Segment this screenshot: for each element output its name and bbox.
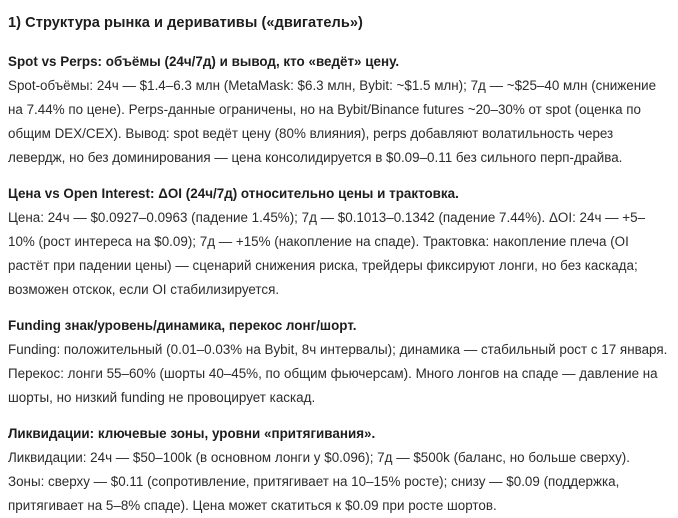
section-heading: Funding знак/уровень/динамика, перекос лонг/шорт. [8, 318, 357, 333]
section-body: Ликвидации: 24ч — $50–100k (в основном лонги у $0.096); 7д — $500k (баланс, но больше сверху). Зоны: сверху — $0.11 (сопротивление, притягивает на 10–15% росте); снизу — $0.09 (поддержка, притягивает на 5–8% спаде). Цена может скатиться к $0.09 при росте шортов. [8, 450, 630, 513]
section-heading: Цена vs Open Interest: ΔOI (24ч/7д) относительно цены и трактовка. [8, 186, 459, 201]
section-heading: Ликвидации: ключевые зоны, уровни «притягивания». [8, 426, 376, 441]
section-body: Funding: положительный (0.01–0.03% на Bybit, 8ч интервалы); динамика — стабильный рост с 17 января. Перекос: лонги 55–60% (шорты 40–45%, по общим фьючерсам). Много лонгов на спаде — давление на шорты, но низкий funding не провоцирует каскад. [8, 342, 668, 405]
section-body: Spot-объёмы: 24ч — $1.4–6.3 млн (MetaMask: $6.3 млн, Bybit: ~$1.5 млн); 7д — ~$25–40 млн (снижение на 7.44% по цене). Perps-данные ограничены, но на Bybit/Binance futures ~20–30% от spot (оценка по общим DEX/CEX). Вывод: spot ведёт цену (80% влияния), perps добавляют волатильность через левердж, но без доминирования — цена консолидируется в $0.09–0.11 без сильного перп-драйва. [8, 78, 657, 165]
section-spot-vs-perps [8, 50, 670, 170]
section-liquidations [8, 422, 670, 518]
page-title: 1) Структура рынка и деривативы («двигатель») [8, 15, 363, 31]
title-spacer [8, 40, 670, 50]
section-price-vs-open-interest [8, 182, 670, 302]
section-heading: Spot vs Perps: объёмы (24ч/7д) и вывод, кто «ведёт» цену. [8, 54, 400, 69]
section-funding [8, 314, 670, 410]
section-body: Цена: 24ч — $0.0927–0.0963 (падение 1.45%); 7д — $0.1013–0.1342 (падение 7.44%). ΔOI: 24ч — +5–10% (рост интереса на $0.09); 7д — +15% (накопление на спаде). Трактовка: накопление плеча (OI растёт при падении цены) — сценарий снижения риска, трейдеры фиксируют лонги, но без каскада; возможен отскок, если OI стабилизируется. [8, 210, 646, 297]
